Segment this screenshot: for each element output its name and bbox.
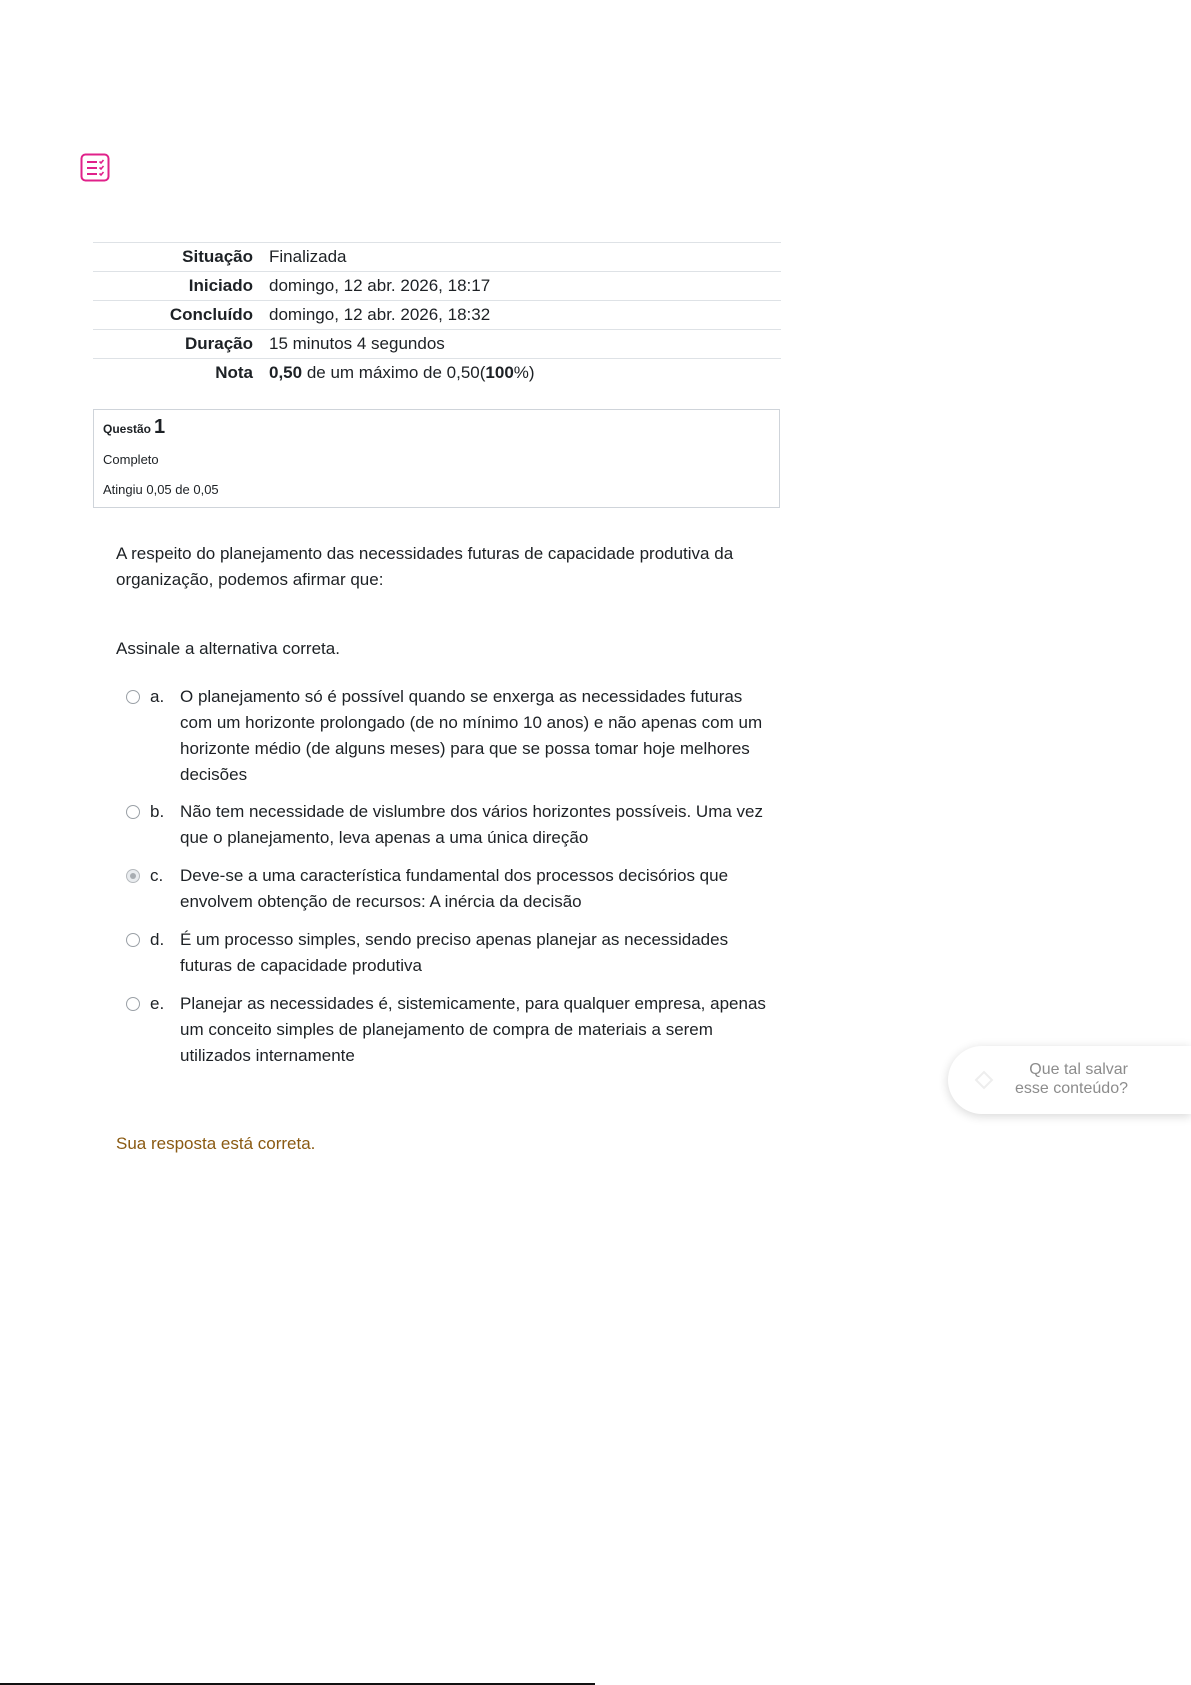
- question-label: Questão: [103, 422, 152, 436]
- grade-percent: 100: [485, 363, 514, 382]
- radio-button[interactable]: [126, 805, 140, 819]
- question-state: Completo: [103, 452, 159, 467]
- grade-max: de um máximo de 0,50(: [306, 363, 486, 382]
- option-letter: a.: [150, 687, 165, 706]
- option-text: Deve-se a uma característica fundamental dos processos decisórios que envolvem obtenção de recursos: A inércia da decisão: [180, 866, 729, 911]
- radio-button[interactable]: [126, 933, 140, 947]
- summary-label: Situação: [182, 247, 253, 266]
- summary-label: Duração: [184, 334, 253, 353]
- attempt-summary-table: [93, 242, 781, 387]
- save-content-button[interactable]: [948, 1046, 1191, 1114]
- summary-value: domingo, 12 abr. 2026, 18:32: [269, 305, 491, 324]
- option-text: Não tem necessidade de vislumbre dos vários horizontes possíveis. Uma vez que o planejamento, leva apenas a uma única direção: [180, 802, 763, 847]
- question-prompt: A respeito do planejamento das necessidades futuras de capacidade produtiva da organização, podemos afirmar que:: [116, 544, 734, 589]
- bookmark-icon: [970, 1066, 998, 1094]
- radio-button[interactable]: [126, 690, 140, 704]
- question-number-value: 1: [154, 416, 166, 438]
- option-letter: c.: [150, 866, 164, 885]
- question-grade: Atingiu 0,05 de 0,05: [103, 482, 219, 497]
- question-instruction: Assinale a alternativa correta.: [116, 639, 340, 658]
- grade-suffix: %): [513, 363, 535, 382]
- question-info-box: [93, 409, 780, 508]
- summary-label: Concluído: [169, 305, 253, 324]
- option-text: Planejar as necessidades é, sistemicamente, para qualquer empresa, apenas um conceito simples de planejamento de compra de materiais a serem utilizados internamente: [180, 994, 766, 1065]
- summary-value: domingo, 12 abr. 2026, 18:17: [269, 276, 491, 295]
- summary-row-iniciado: [93, 272, 781, 301]
- summary-label: Nota: [215, 363, 253, 382]
- answer-feedback: Sua resposta está correta.: [116, 1134, 316, 1153]
- save-prompt-text: Que tal salvar esse conteúdo?: [1015, 1061, 1128, 1097]
- summary-value: [269, 359, 781, 388]
- quiz-navigation-icon[interactable]: [80, 153, 110, 183]
- question-text: [116, 541, 756, 593]
- option-text: É um processo simples, sendo preciso apenas planejar as necessidades futuras de capacidade produtiva: [180, 930, 729, 975]
- summary-row-nota: [93, 359, 781, 388]
- summary-row-situacao: [93, 243, 781, 272]
- option-letter: e.: [150, 994, 165, 1013]
- summary-row-duracao: [93, 330, 781, 359]
- radio-button[interactable]: [126, 997, 140, 1011]
- option-letter: d.: [150, 930, 165, 949]
- grade-score: 0,50: [269, 363, 303, 382]
- option-letter: b.: [150, 802, 165, 821]
- radio-button-selected[interactable]: [126, 869, 140, 883]
- summary-row-concluido: [93, 301, 781, 330]
- option-text: O planejamento só é possível quando se enxerga as necessidades futuras com um horizonte prolongado (de no mínimo 10 anos) e não apenas com um horizonte médio (de alguns meses) para que se possa tomar hoje melhores decisões: [180, 687, 763, 784]
- summary-value: Finalizada: [269, 247, 347, 266]
- summary-label: Iniciado: [188, 276, 253, 295]
- question-number: [103, 416, 165, 439]
- summary-value: 15 minutos 4 segundos: [269, 334, 445, 353]
